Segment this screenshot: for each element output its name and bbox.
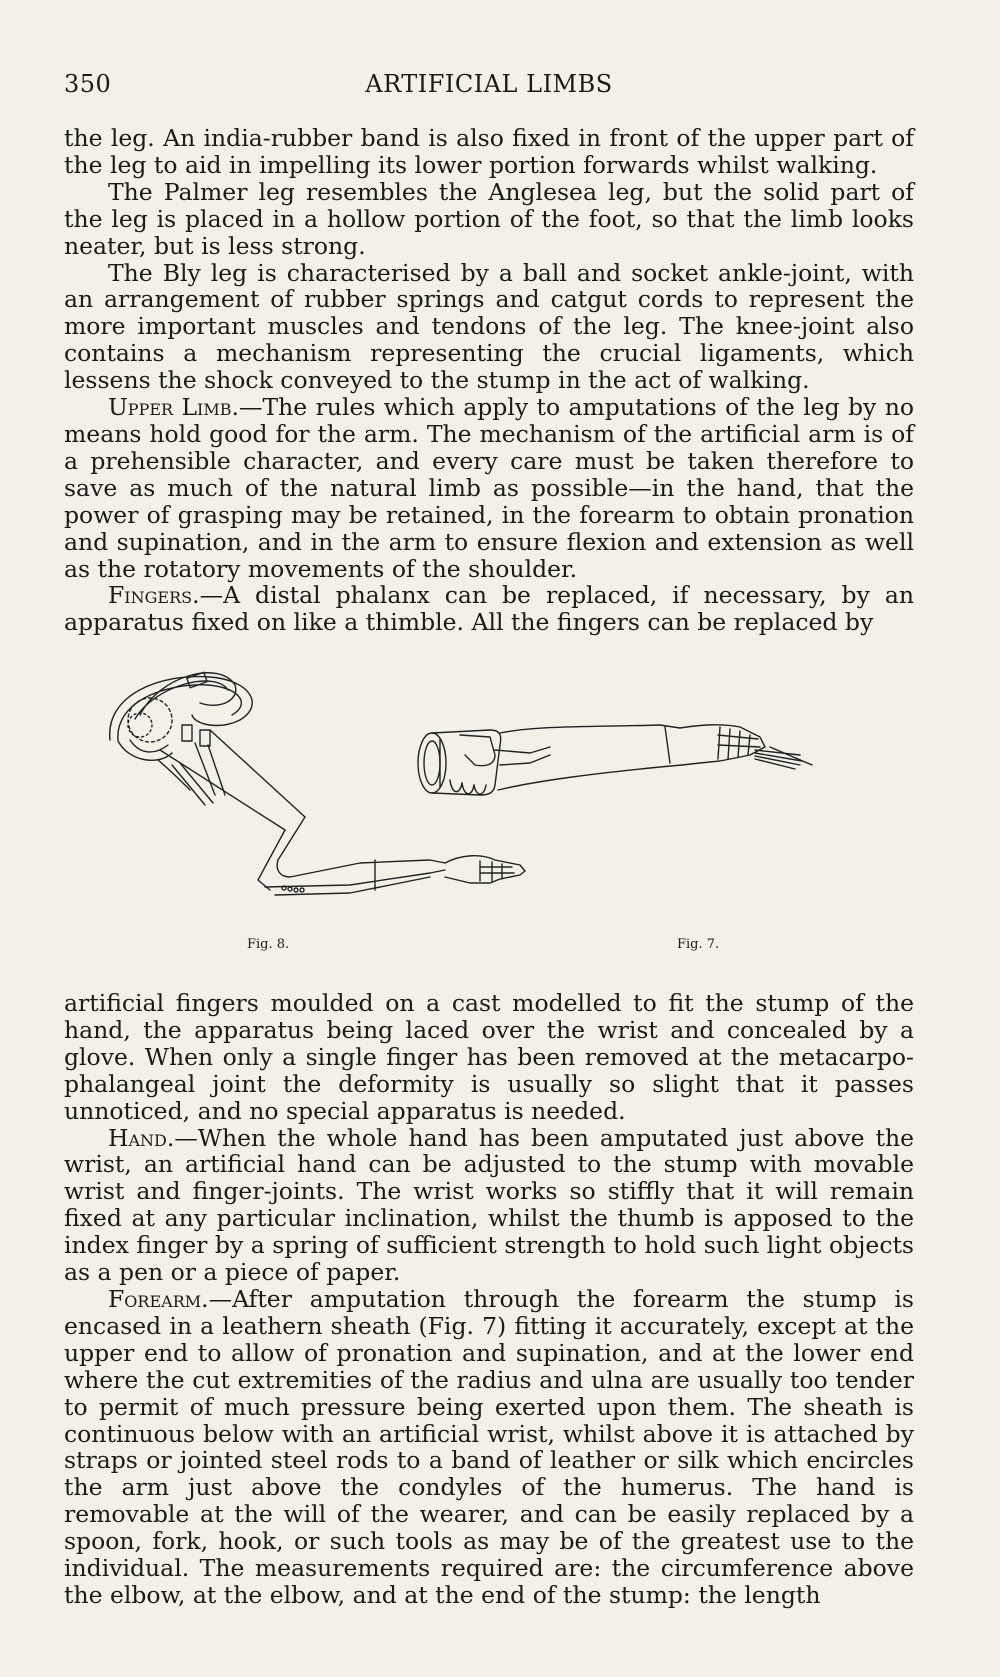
fig8-caption: Fig. 8. xyxy=(247,937,290,952)
paragraph: the leg. An india-rubber band is also fixed in front of the upper part of the leg to aid in impelling its lower portion forwards whilst walking. xyxy=(64,124,914,179)
running-title: ARTIFICIAL LIMBS xyxy=(365,70,613,98)
fig7-caption: Fig. 7. xyxy=(677,937,720,952)
paragraph: The Bly leg is characterised by a ball and socket ankle-joint, with an arrangement of rubber springs and catgut cords to represent the more important muscles and tendons of the leg. The knee-joint also contains a mechanism representing the crucial ligaments, which lessens the shock conveyed to the stump in the act of walking. xyxy=(64,258,914,395)
top-text-block xyxy=(64,125,914,636)
fig7-illustration xyxy=(418,725,812,795)
bottom-text-block xyxy=(64,990,914,1609)
section-heading-forearm: Forearm. xyxy=(108,1284,209,1313)
paragraph-text: —After amputation through the forearm the stump is encased in a leathern sheath (Fig. 7) fitting it accurately, except at the upper end to allow of pronation and supination, and at the lower end where the cut extremities of the radius and ulna are usually too tender to permit of much pressure being exerted upon them. The sheath is continuous below with an artificial wrist, whilst above it is attached by straps or jointed steel rods to a band of leather or silk which encircles the arm just above the condyles of the humerus. The hand is removable at the will of the wearer, and can be easily replaced by a spoon, fork, hook, or such tools as may be of the greatest use to the individual. The measurements required are: the circumference above the elbow, at the elbow, and at the end of the stump: the length xyxy=(64,1284,914,1609)
paragraph-text: —When the whole hand has been amputated just above the wrist, an artificial hand can be adjusted to the stump with movable wrist and finger-joints. The wrist works so stiffly that it will remain fixed at any particular inclination, whilst the thumb is apposed to the index finger by a spring of sufficient strength to hold such light objects as a pen or a piece of paper. xyxy=(64,1123,914,1287)
paragraph xyxy=(64,394,914,582)
page-header xyxy=(64,70,914,100)
page-number: 350 xyxy=(64,70,112,98)
paragraph xyxy=(64,1286,914,1609)
paragraph: artificial fingers moulded on a cast modelled to fit the stump of the hand, the apparatus being laced over the wrist and concealed by a glove. When only a single finger has been removed at the metacarpo-phalangeal joint the deformity is usually so slight that it passes unnoticed, and no special apparatus is needed. xyxy=(64,989,914,1125)
paragraph xyxy=(64,1125,914,1286)
paragraph xyxy=(64,582,914,636)
paragraph: The Palmer leg resembles the Anglesea leg, but the solid part of the leg is placed in a hollow portion of the foot, so that the limb looks neater, but is less strong. xyxy=(64,177,914,260)
section-heading-hand: Hand. xyxy=(108,1123,175,1152)
section-heading-upper-limb: Upper Limb. xyxy=(108,393,239,422)
paragraph-text: —A distal phalanx can be replaced, if necessary, by an apparatus fixed on like a thimble. All the fingers can be replaced by xyxy=(64,581,914,637)
figures-area xyxy=(100,655,880,955)
paragraph-text: —The rules which apply to amputations of the leg by no means hold good for the arm. The mechanism of the artificial arm is of a prehensible character, and every care must be taken therefore to save as much of the natural limb as possible—in the hand, that the power of grasping may be retained, in the forearm to obtain pronation and supination, and in the arm to ensure flexion and extension as well as the rotatory movements of the shoulder. xyxy=(64,393,914,583)
section-heading-fingers: Fingers. xyxy=(108,581,200,610)
